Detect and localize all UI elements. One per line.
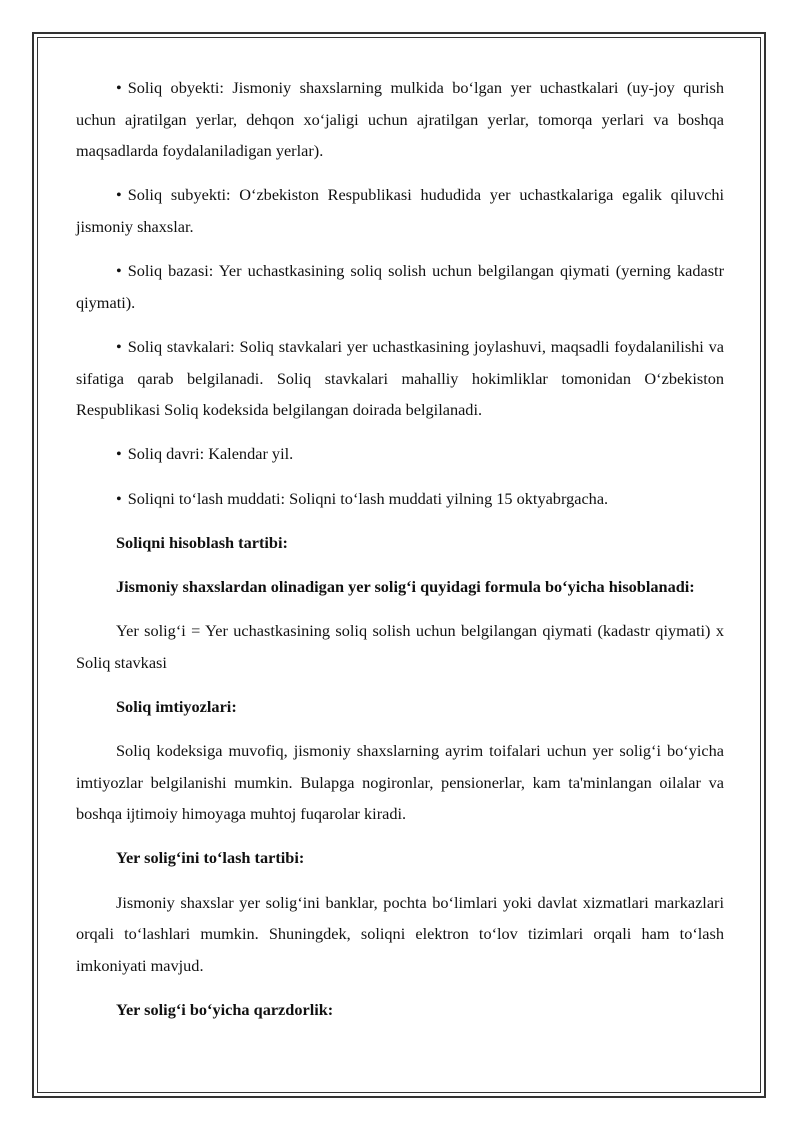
bullet-deadline	[76, 483, 724, 515]
bullet-text: Soliq obyekti: Jismoniy shaxslarning mulkida bo‘lgan yer uchastkalari (uy-joy qurish uchun ajratilgan yerlar, dehqon xo‘jaligi uchun ajratilgan yerlar, tomorqa yerlari va boshqa maqsadlarda foydalaniladigan yerlar).	[76, 78, 724, 161]
bullet-marker: •	[116, 488, 122, 508]
benefits-text: Soliq kodeksiga muvofiq, jismoniy shaxslarning ayrim toifalari uchun yer solig‘i bo‘yicha imtiyozlar belgilanishi mumkin. Bulарga nogironlar, pensionerlar, kam ta'minlangan oilalar va boshqa ijtimoiy himoyaga muhtoj fuqarolar kiradi.	[76, 741, 724, 824]
bullet-text: Soliq bazasi: Yer uchastkasining soliq solish uchun belgilangan qiymati (yerning kadastr qiymati).	[76, 261, 724, 312]
heading-debt: Yer solig‘i bo‘yicha qarzdorlik:	[116, 999, 334, 1019]
bullet-rates	[76, 331, 724, 426]
bullet-base	[76, 255, 724, 318]
formula-intro: Jismoniy shaxslardan olinadigan yer solig‘i quyidagi formula bo‘yicha hisoblanadi:	[116, 576, 695, 596]
bullet-text: Soliqni to‘lash muddati: Soliqni to‘lash muddati yilning 15 oktyabrgacha.	[127, 488, 609, 508]
bullet-marker: •	[116, 78, 122, 97]
bullet-text: Soliq stavkalari: Soliq stavkalari yer uchastkasining joylashuvi, maqsadli foydalanilishi va sifatiga qarab belgilanadi. Soliq stavkalari mahalliy hokimliklar tomonidan O‘zbekiston Respublikasi Soliq kodeksida belgilangan doirada belgilanadi.	[76, 336, 724, 420]
bullet-marker: •	[116, 336, 122, 356]
bullet-subject	[76, 179, 724, 242]
payment-text: Jismoniy shaxslar yer solig‘ini banklar, pochta bo‘limlari yoki davlat xizmatlari markazlari orqali to‘lashlari mumkin. Shuningdek, soliqni elektron to‘lov tizimlari orqali ham to‘lash imkoniyati mavjud.	[76, 892, 724, 975]
bullet-period	[76, 438, 724, 470]
bullet-object	[76, 72, 724, 167]
heading-calculation: Soliqni hisoblash tartibi:	[116, 532, 288, 552]
document-body	[76, 72, 724, 1038]
bullet-text: Soliq davri: Kalendar yil.	[127, 444, 294, 464]
bullet-text: Soliq subyekti: O‘zbekiston Respublikasi hududida yer uchastkalariga egalik qiluvchi jismoniy shaxslar.	[76, 185, 724, 236]
heading-benefits: Soliq imtiyozlari:	[116, 696, 237, 716]
bullet-marker: •	[116, 185, 122, 205]
formula: Yer solig‘i = Yer uchastkasining soliq solish uchun belgilangan qiymati (kadastr qiymati) x Soliq stavkasi	[76, 621, 724, 672]
bullet-marker: •	[116, 444, 122, 464]
heading-payment: Yer solig‘ini to‘lash tartibi:	[116, 848, 305, 868]
bullet-marker: •	[116, 261, 122, 281]
